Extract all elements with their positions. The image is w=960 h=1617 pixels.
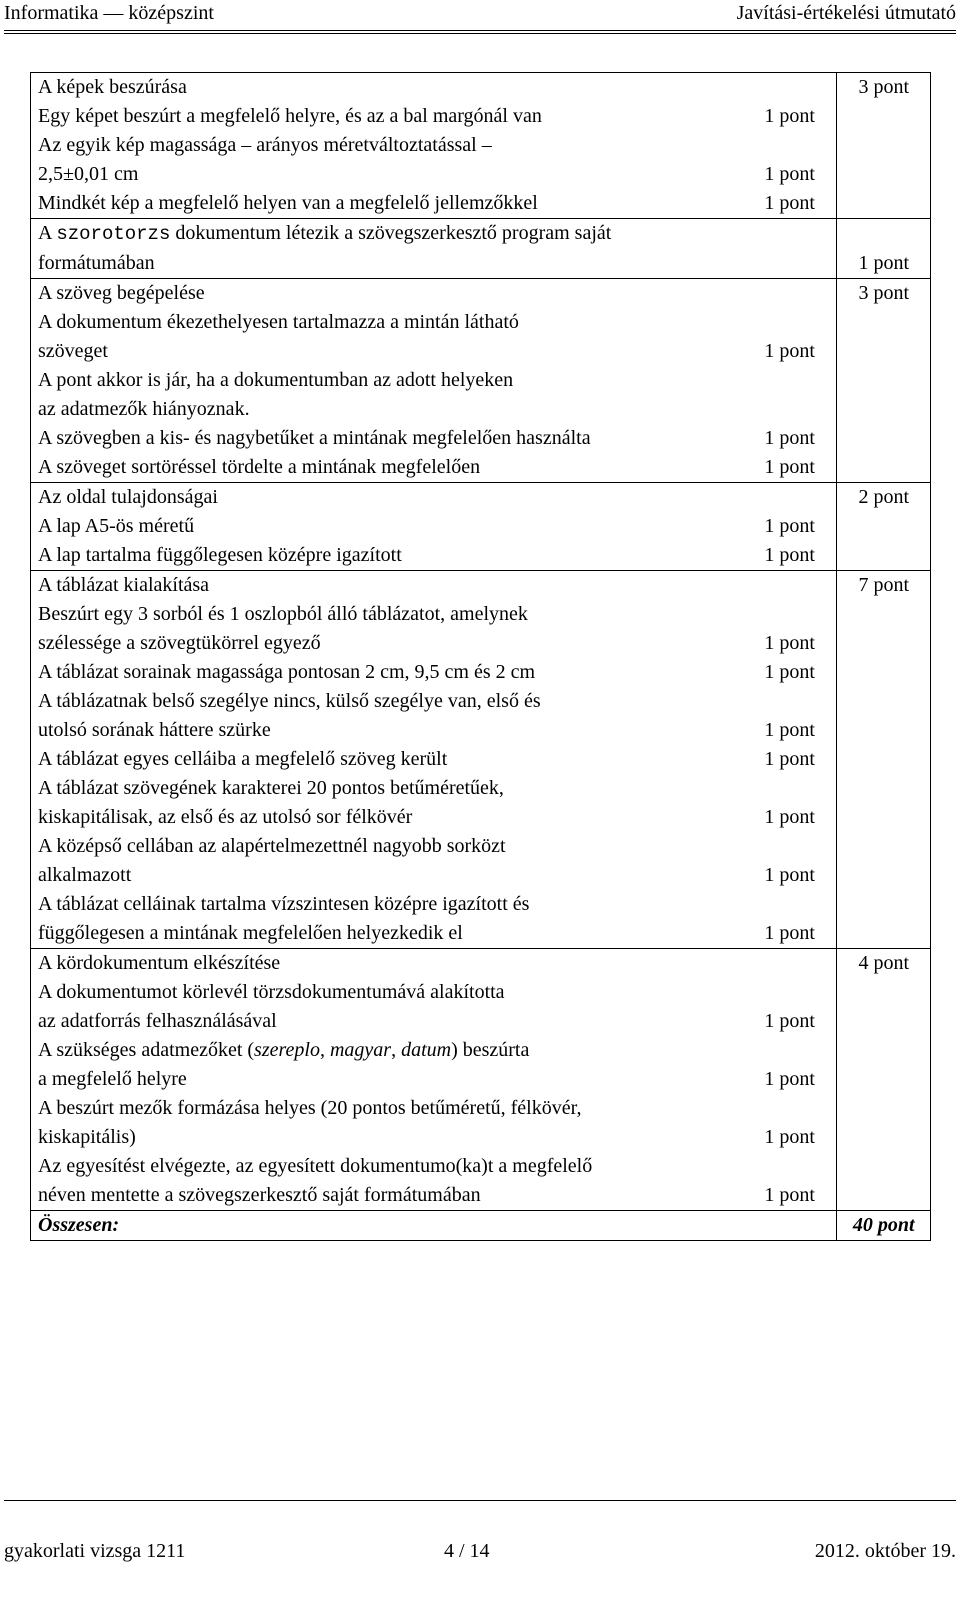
criterion-row xyxy=(31,308,931,337)
section-points xyxy=(837,453,931,483)
footer-left: gyakorlati vizsga 1211 xyxy=(4,1540,186,1562)
item-points xyxy=(757,949,837,979)
criterion-text: kiskapitális) xyxy=(31,1123,758,1152)
criterion-text: A táblázat egyes celláiba a megfelelő szöveg került xyxy=(31,745,758,774)
criterion-row xyxy=(31,366,931,395)
criterion-text: Beszúrt egy 3 sorból és 1 oszlopból álló táblázatot, amelynek xyxy=(31,600,758,629)
item-points xyxy=(757,774,837,803)
section-points xyxy=(837,541,931,571)
criterion-text: A szorotorzs dokumentum létezik a szövegszerkesztő program saját xyxy=(31,219,758,250)
item-points xyxy=(757,571,837,601)
criterion-row xyxy=(31,861,931,890)
criterion-row xyxy=(31,102,931,131)
criterion-row xyxy=(31,249,931,279)
item-points xyxy=(757,395,837,424)
footer-center: 4 / 14 xyxy=(444,1540,490,1562)
criterion-text: A kördokumentum elkészítése xyxy=(31,949,758,979)
item-points: 1 pont xyxy=(764,806,815,828)
criterion-text: Mindkét kép a megfelelő helyen van a megfelelő jellemzőkkel xyxy=(31,189,758,219)
criterion-row xyxy=(31,512,931,541)
criterion-text: az adatforrás felhasználásával xyxy=(31,1007,758,1036)
section-row xyxy=(31,571,931,601)
criterion-text: Egy képet beszúrt a megfelelő helyre, és az a bal margónál van xyxy=(31,102,758,131)
criterion-row xyxy=(31,832,931,861)
item-points xyxy=(757,308,837,337)
filename: szorotorzs xyxy=(56,223,171,245)
item-points: 1 pont xyxy=(764,340,815,362)
criterion-text: szélessége a szövegtükörrel egyező xyxy=(31,629,758,658)
section-points xyxy=(837,803,931,832)
section-points xyxy=(837,861,931,890)
item-points xyxy=(757,483,837,513)
item-points: 1 pont xyxy=(764,163,815,185)
criterion-text: függőlegesen a mintának megfelelően helyezkedik el xyxy=(31,919,758,949)
criterion-text: 2,5±0,01 cm xyxy=(31,160,758,189)
section-points xyxy=(837,600,931,629)
item-points: 1 pont xyxy=(764,1126,815,1148)
header-rule xyxy=(4,33,956,34)
item-points xyxy=(757,600,837,629)
criterion-text: A táblázatnak belső szegélye nincs, külső szegélye van, első és xyxy=(31,687,758,716)
item-points: 1 pont xyxy=(764,456,815,478)
section-points xyxy=(837,219,931,250)
criterion-row xyxy=(31,453,931,483)
item-points: 1 pont xyxy=(764,1010,815,1032)
item-points xyxy=(757,249,837,279)
criterion-row xyxy=(31,978,931,1007)
section-points xyxy=(837,774,931,803)
criterion-row xyxy=(31,424,931,453)
section-points xyxy=(837,131,931,160)
section-points: 3 pont xyxy=(837,279,931,309)
criterion-text: A táblázat sorainak magassága pontosan 2 cm, 9,5 cm és 2 cm xyxy=(31,658,758,687)
section-points xyxy=(837,832,931,861)
criterion-text: A táblázat celláinak tartalma vízszintesen középre igazított és xyxy=(31,890,758,919)
section-points xyxy=(837,687,931,716)
criterion-text: A beszúrt mezők formázása helyes (20 pontos betűméretű, félkövér, xyxy=(31,1094,758,1123)
section-points xyxy=(837,1152,931,1181)
criterion-row xyxy=(31,395,931,424)
section-points xyxy=(837,160,931,189)
section-points xyxy=(837,1007,931,1036)
criterion-row xyxy=(31,131,931,160)
criterion-text: A szövegben a kis- és nagybetűket a mintának megfelelően használta xyxy=(31,424,758,453)
item-points xyxy=(757,890,837,919)
section-row xyxy=(31,73,931,103)
section-points xyxy=(837,978,931,1007)
section-row xyxy=(31,949,931,979)
criterion-row xyxy=(31,1007,931,1036)
scoring-table xyxy=(30,72,931,1241)
criterion-row xyxy=(31,1181,931,1211)
footer-rule xyxy=(4,1500,956,1501)
total-row xyxy=(31,1211,931,1241)
item-points xyxy=(757,219,837,250)
section-points xyxy=(837,658,931,687)
criterion-row xyxy=(31,803,931,832)
section-points xyxy=(837,337,931,366)
item-points: 1 pont xyxy=(764,1184,815,1206)
item-points: 1 pont xyxy=(764,105,815,127)
criterion-row xyxy=(31,629,931,658)
criterion-text: formátumában xyxy=(31,249,758,279)
section-points: 3 pont xyxy=(837,73,931,103)
item-points xyxy=(757,131,837,160)
section-points xyxy=(837,102,931,131)
criterion-row xyxy=(31,1036,931,1065)
criterion-text: A képek beszúrása xyxy=(31,73,758,103)
item-points: 1 pont xyxy=(764,864,815,886)
item-points: 1 pont xyxy=(764,719,815,741)
footer-right: 2012. október 19. xyxy=(814,1540,956,1562)
criterion-row xyxy=(31,919,931,949)
section-points xyxy=(837,1036,931,1065)
header-left: Informatika — középszint xyxy=(4,2,214,24)
section-points xyxy=(837,716,931,745)
criterion-text: Az oldal tulajdonságai xyxy=(31,483,758,513)
criterion-row xyxy=(31,687,931,716)
section-points xyxy=(837,1094,931,1123)
criterion-text: A táblázat szövegének karakterei 20 pontos betűméretűek, xyxy=(31,774,758,803)
section-row xyxy=(31,483,931,513)
item-points: 1 pont xyxy=(764,544,815,566)
criterion-text: a megfelelő helyre xyxy=(31,1065,758,1094)
item-points: 1 pont xyxy=(764,748,815,770)
criterion-row xyxy=(31,1123,931,1152)
total-value: 40 pont xyxy=(837,1211,931,1241)
criterion-text: A szöveg begépelése xyxy=(31,279,758,309)
section-points xyxy=(837,1123,931,1152)
criterion-row xyxy=(31,890,931,919)
section-points: 1 pont xyxy=(837,249,931,279)
criterion-row xyxy=(31,337,931,366)
item-points: 1 pont xyxy=(764,632,815,654)
section-points xyxy=(837,1181,931,1211)
section-points xyxy=(837,308,931,337)
section-row xyxy=(31,219,931,250)
section-points xyxy=(837,512,931,541)
criterion-text: Az egyesítést elvégezte, az egyesített dokumentumo(ka)t a megfelelő xyxy=(31,1152,758,1181)
item-points xyxy=(757,687,837,716)
item-points xyxy=(757,279,837,309)
criterion-text: alkalmazott xyxy=(31,861,758,890)
item-points: 1 pont xyxy=(764,661,815,683)
total-label: Összesen: xyxy=(31,1211,758,1241)
page-header xyxy=(4,0,956,31)
section-points xyxy=(837,629,931,658)
criterion-text: A lap A5-ös méretű xyxy=(31,512,758,541)
section-row xyxy=(31,279,931,309)
criterion-row xyxy=(31,716,931,745)
section-points xyxy=(837,919,931,949)
criterion-text: A lap tartalma függőlegesen középre igazított xyxy=(31,541,758,571)
item-points: 1 pont xyxy=(764,192,815,214)
criterion-row xyxy=(31,541,931,571)
criterion-text: A dokumentumot körlevél törzsdokumentumává alakította xyxy=(31,978,758,1007)
criterion-row xyxy=(31,745,931,774)
criterion-text: néven mentette a szövegszerkesztő saját formátumában xyxy=(31,1181,758,1211)
section-points xyxy=(837,890,931,919)
item-points xyxy=(757,366,837,395)
item-points: 1 pont xyxy=(764,922,815,944)
criterion-text: A dokumentum ékezethelyesen tartalmazza a mintán látható xyxy=(31,308,758,337)
item-points xyxy=(757,73,837,103)
criterion-row xyxy=(31,774,931,803)
section-points: 7 pont xyxy=(837,571,931,601)
criterion-text: A szükséges adatmezőket (szereplo, magyar, datum) beszúrta xyxy=(31,1036,758,1065)
item-points: 1 pont xyxy=(764,515,815,537)
criterion-row xyxy=(31,658,931,687)
criterion-text: A szöveget sortöréssel tördelte a mintának megfelelően xyxy=(31,453,758,483)
criterion-text: kiskapitálisak, az első és az utolsó sor félkövér xyxy=(31,803,758,832)
item-points xyxy=(757,1036,837,1065)
criterion-row xyxy=(31,600,931,629)
header-right: Javítási-értékelési útmutató xyxy=(736,2,956,24)
item-points xyxy=(757,1152,837,1181)
criterion-text: A pont akkor is jár, ha a dokumentumban az adott helyeken xyxy=(31,366,758,395)
criterion-text: az adatmezők hiányoznak. xyxy=(31,395,758,424)
item-points xyxy=(757,1094,837,1123)
criterion-row xyxy=(31,1065,931,1094)
section-points: 4 pont xyxy=(837,949,931,979)
section-points xyxy=(837,745,931,774)
criterion-text: szöveget xyxy=(31,337,758,366)
criterion-row xyxy=(31,1152,931,1181)
criterion-row xyxy=(31,160,931,189)
criterion-row xyxy=(31,189,931,219)
criterion-text: A táblázat kialakítása xyxy=(31,571,758,601)
item-points: 1 pont xyxy=(764,1068,815,1090)
section-points: 2 pont xyxy=(837,483,931,513)
criterion-text: Az egyik kép magassága – arányos méretváltoztatással – xyxy=(31,131,758,160)
criterion-text: A középső cellában az alapértelmezettnél nagyobb sorközt xyxy=(31,832,758,861)
section-points xyxy=(837,424,931,453)
section-points xyxy=(837,366,931,395)
criterion-row xyxy=(31,1094,931,1123)
section-points xyxy=(837,189,931,219)
section-points xyxy=(837,395,931,424)
item-points xyxy=(757,832,837,861)
item-points: 1 pont xyxy=(764,427,815,449)
item-points xyxy=(757,978,837,1007)
section-points xyxy=(837,1065,931,1094)
criterion-text: utolsó sorának háttere szürke xyxy=(31,716,758,745)
